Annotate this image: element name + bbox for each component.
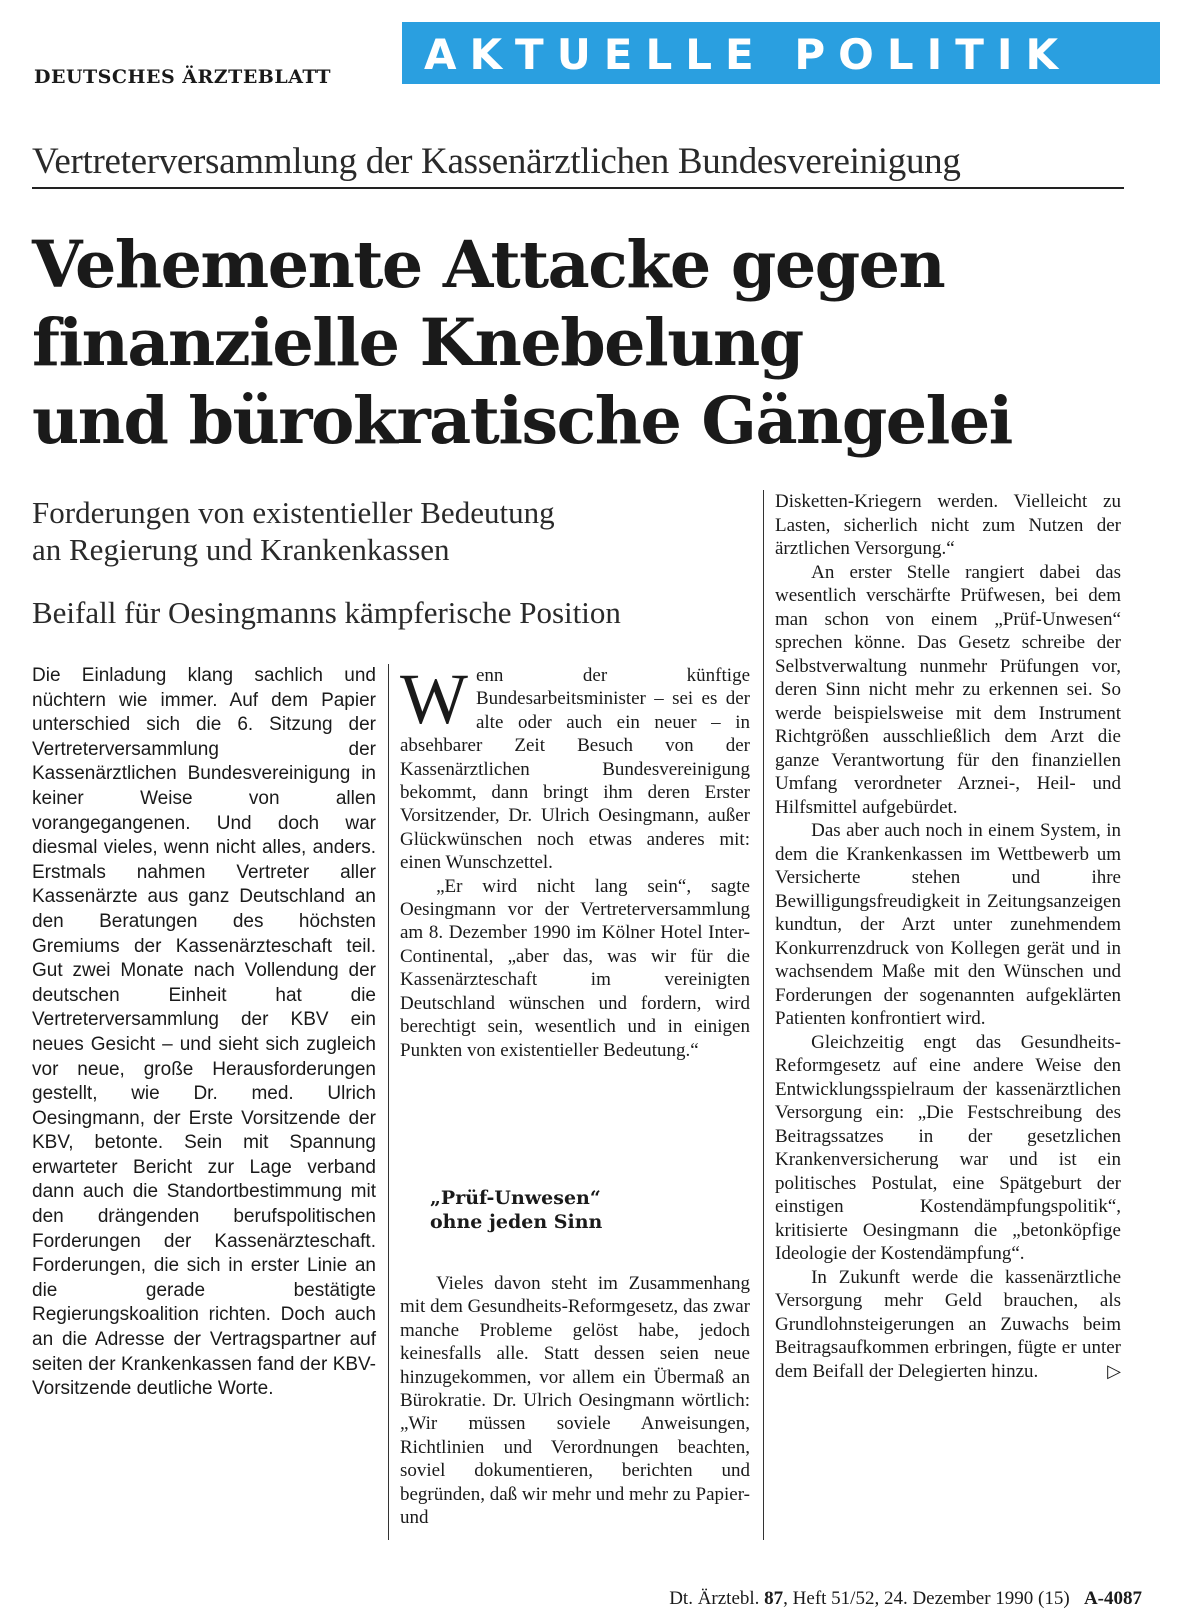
paragraph: Das aber auch noch in einem System, in dem die Krankenkassen im Wettbewerb um Versicherte stehen und ihre Bewilligungsfreudigkeit in Zeitungsanzeigen kundtun, der Arzt unter zunehmendem Konkurrenzdruck von Kollegen gerät und in wachsendem Maße mit den Wünschen und Forderungen der sogenannten aufgeklärten Patienten konfrontiert wird. xyxy=(775,820,1121,1029)
article-lead-column xyxy=(32,664,376,1402)
lead-paragraph: Die Einladung klang sachlich und nüchtern wie immer. Auf dem Papier unterschied sich die 6. Sitzung der Vertreterversammlung der Kassenärztlichen Bundesvereinigung in keiner Weise von allen vorangegangenen. Und doch war diesmal vieles, wenn nicht alles, anders. Erstmals nahmen Vertreter aller Kassenärzte aus ganz Deutschland an den Beratungen des höchsten Gremiums der Kassenärzteschaft teil. Gut zwei Monate nach Vollendung der deutschen Einheit hat die Vertreterversammlung der KBV ein neues Gesicht – und sieht sich zugleich vor neue, große Herausforderungen gestellt, wie Dr. med. Ulrich Oesingmann, der Erste Vorsitzende der KBV, betonte. Sein mit Spannung erwarteter Bericht zur Lage verband dann auch die Standortbestimmung mit den drängenden berufspolitischen Forderungen der Kassenärzteschaft. Forderungen, die sich in erster Linie an die gerade bestätigte Regierungskoalition richten. Doch auch an die Adresse der Vertragspartner auf seiten der Krankenkassen fand der KBV-Vorsitzende deutliche Worte. xyxy=(32,665,376,1400)
secondary-subheadline: Beifall für Oesingmanns kämpferische Position xyxy=(32,595,621,630)
opening-paragraph-text: enn der künftige Bundesarbeitsminister – sei es der alte oder auch ein neuer – in absehbarer Zeit Besuch von der Kassenärztlichen Bundesvereinigung bekommt, dann bringt ihm deren Erster Vorsitzender, Dr. Ulrich Oesingmann, außer Glückwünschen noch etwas anderes mit: einen Wunschzettel. xyxy=(400,665,750,874)
drop-cap: W xyxy=(400,659,468,739)
headline-line-3: und bürokratische Gängelei xyxy=(32,383,1012,459)
headline-line-2: finanzielle Knebelung xyxy=(32,305,803,381)
headline xyxy=(32,226,1152,460)
subheadline-line-1: Forderungen von existentieller Bedeutung xyxy=(32,495,555,530)
subheadline-line-2: an Regierung und Krankenkassen xyxy=(32,532,450,567)
section-subtitle-line-2: ohne jeden Sinn xyxy=(430,1211,603,1233)
section-banner xyxy=(402,22,1160,84)
issue-info: , Heft 51/52, 24. Dezember 1990 (15) xyxy=(783,1588,1070,1609)
section-subtitle-line-1: „Prüf-Unwesen“ xyxy=(430,1187,601,1209)
paragraph xyxy=(775,1266,1121,1384)
subheadline xyxy=(32,494,752,568)
section-label: AKTUELLE POLITIK xyxy=(424,30,1072,79)
masthead: DEUTSCHES ÄRZTEBLATT xyxy=(34,66,332,88)
paragraph-text: In Zukunft werde die kassenärztliche Versorgung mehr Geld brauchen, als Grundlohnsteigerungen an Zuwachs beim Beitragsaufkommen erbringen, fügte er unter dem Beifall der Delegierten hinzu. xyxy=(775,1266,1121,1382)
paragraph: „Er wird nicht lang sein“, sagte Oesingmann vor der Vertreterversammlung am 8. Dezember 1990 im Kölner Hotel Inter-Continental, „aber das, was wir für die Kassenärzteschaft im vereinigten Deutschland wünschen und fordern, wird berechtigt sein, wesentlich und in einigen Punkten von existentieller Bedeutung.“ xyxy=(400,875,750,1061)
continue-arrow-icon: ▷ xyxy=(1107,1360,1121,1381)
paragraph: Disketten-Kriegern werden. Vielleicht zu Lasten, sicherlich nicht zum Nutzen der ärztlichen Versorgung.“ xyxy=(775,491,1121,559)
page-footer xyxy=(669,1588,1142,1610)
paragraph: An erster Stelle rangiert dabei das wesentlich verschärfte Prüfwesen, bei dem man schon von einem „Prüf-Unwesen“ sprechen könne. Das Gesetz schreibe der Selbstverwaltung nunmehr Prüfungen vor, deren Sinn nicht mehr zu erkennen sei. So werde beispielsweise mit dem Instrument Richtgrößen ausschließlich dem Arzt die ganze Verantwortung für den finanziellen Umfang verordneter Arznei-, Heil- und Hilfsmittel aufgebürdet. xyxy=(775,561,1121,818)
headline-line-1: Vehemente Attacke gegen xyxy=(32,227,945,303)
paragraph: Vieles davon steht im Zusammenhang mit dem Gesundheits-Reformgesetz, das zwar manche Probleme gelöst habe, jedoch keinesfalls alle. Statt dessen seien neue hinzugekommen, vor allem ein Übermaß an Bürokratie. Dr. Ulrich Oesingmann wörtlich: „Wir müssen soviele Anweisungen, Richtlinien und Verordnungen beachten, soviel dokumentieren, berichten und begründen, daß wir mehr und mehr zu Papier- und xyxy=(400,1273,750,1529)
column-rule xyxy=(388,664,389,1540)
volume-number: 87 xyxy=(764,1588,784,1609)
opening-paragraph xyxy=(400,659,750,875)
kicker: Vertreterversammlung der Kassenärztlichen Bundesvereinigung xyxy=(32,140,1124,189)
page-number: A-4087 xyxy=(1083,1588,1142,1609)
article-column-3 xyxy=(775,490,1121,1383)
article-column-2 xyxy=(400,659,750,1529)
column-rule xyxy=(763,490,764,1540)
journal-name: Dt. Ärztebl. xyxy=(669,1588,760,1609)
paragraph: Gleichzeitig engt das Gesundheits-Reformgesetz auf eine andere Weise den Entwicklungsspielraum der kassenärztlichen Versorgung ein: „Die Festschreibung des Beitragssatzes in der gesetzlichen Krankenversicherung war und ist ein politisches Postulat, eine Spätgeburt der einstigen Kostendämpfungspolitik“, kritisierte Oesingmann die „betonköpfige Ideologie der Kostendämpfung“. xyxy=(775,1031,1121,1264)
section-subtitle xyxy=(430,1186,730,1234)
